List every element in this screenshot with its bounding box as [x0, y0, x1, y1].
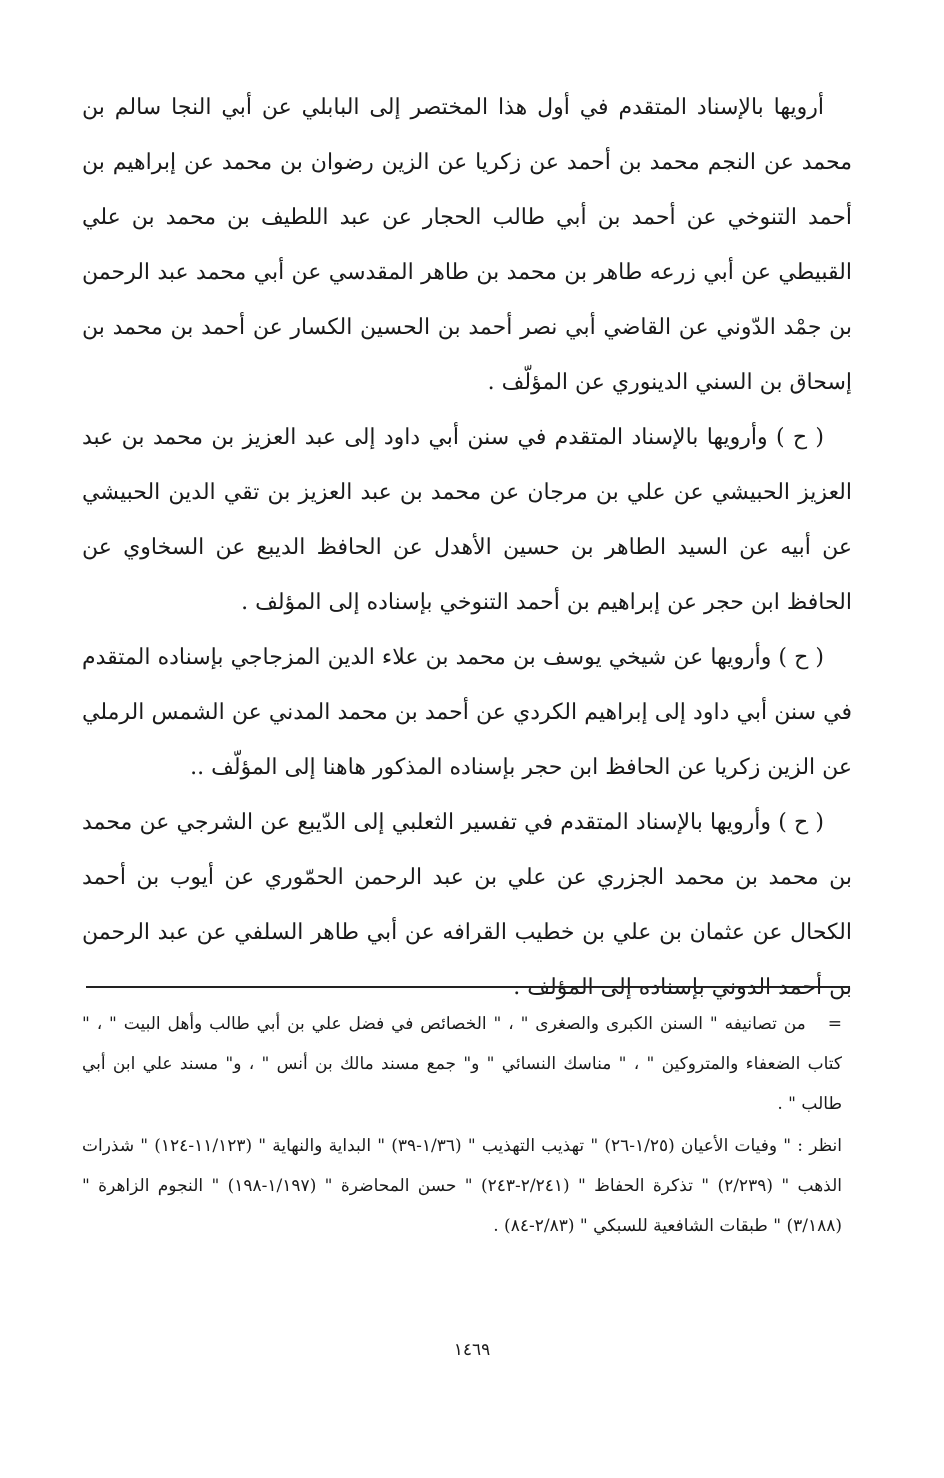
footnote-references: انظر : " وفيات الأعيان (١/٢٥-٢٦) " تهذيب التهذيب " (١/٣٦-٣٩) " البداية والنهاية " (١١/١٢٣-١٢٤) " شذرات الذهب " (٢/٢٣٩) " تذكرة الحفاظ " (٢/٢٤١-٢٤٣) " حسن المحاضرة " (١/١٩٧-١٩٨) " النجوم الزاهرة " (٣/١٨٨) " طبقات الشافعية للسبكي " (٢/٨٣-٨٤) . [82, 1136, 842, 1236]
paragraph-3: ( ح ) وأرويها عن شيخي يوسف بن محمد بن علاء الدين المزجاجي بإسناده المتقدم في سنن أبي داود إلى إبراهيم الكردي عن أحمد بن محمد المدني عن الشمس الرملي عن الزين زكريا عن الحافظ ابن حجر بإسناده المذكور هاهنا إلى المؤلّف .. [82, 645, 852, 780]
paragraph-4: ( ح ) وأرويها بالإسناد المتقدم في تفسير الثعلبي إلى الدّيبع عن الشرجي عن محمد بن محمد بن محمد الجزري عن علي بن عبد الرحمن الحمّوري عن أيوب بن أحمد الكحال عن عثمان بن علي بن خطيب القرافه عن أبي طاهر السلفي عن عبد الرحمن بن أحمد الدوني بإسناده إلى المؤلف . [82, 810, 852, 1000]
page-number: ١٤٦٩ [453, 1340, 491, 1360]
footnotes [82, 1004, 842, 1246]
paragraph-2: ( ح ) وأرويها بالإسناد المتقدم في سنن أبي داود إلى عبد العزيز بن محمد بن عبد العزيز الحبيشي عن علي بن مرجان عن محمد بن عبد العزيز بن تقي الدين الحبيشي عن أبيه عن السيد الطاهر بن حسين الأهدل عن الحافظ الديبع عن السخاوي عن الحافظ ابن حجر عن إبراهيم بن أحمد التنوخي بإسناده إلى المؤلف . [82, 425, 852, 615]
paragraph-1: أرويها بالإسناد المتقدم في أول هذا المختصر إلى البابلي عن أبي النجا سالم بن محمد عن النجم محمد بن أحمد عن زكريا عن الزين رضوان بن محمد عن إبراهيم بن أحمد التنوخي عن أحمد بن أبي طالب الحجار عن عبد اللطيف بن محمد بن علي القبيطي عن أبي زرعه طاهر بن محمد بن طاهر المقدسي عن أبي محمد عبد الرحمن بن جمْد الدّوني عن القاضي أبي نصر أحمد بن الحسين الكسار عن أحمد بن محمد بن إسحاق بن السني الدينوري عن المؤلّف . [82, 95, 852, 395]
footnote-continuation-text: من تصانيفه " السنن الكبرى والصغرى " ، " الخصائص في فضل علي بن أبي طالب وأهل البيت " ، " كتاب الضعفاء والمتروكين " ، " مناسك النسائي " و" جمع مسند مالك بن أنس " ، و" مسند علي ابن أبي طالب " . [82, 1014, 842, 1114]
footnote-continuation [82, 1004, 842, 1124]
continuation-marker: = [827, 1014, 842, 1034]
main-text [82, 80, 852, 1015]
footnote-separator [86, 986, 850, 988]
